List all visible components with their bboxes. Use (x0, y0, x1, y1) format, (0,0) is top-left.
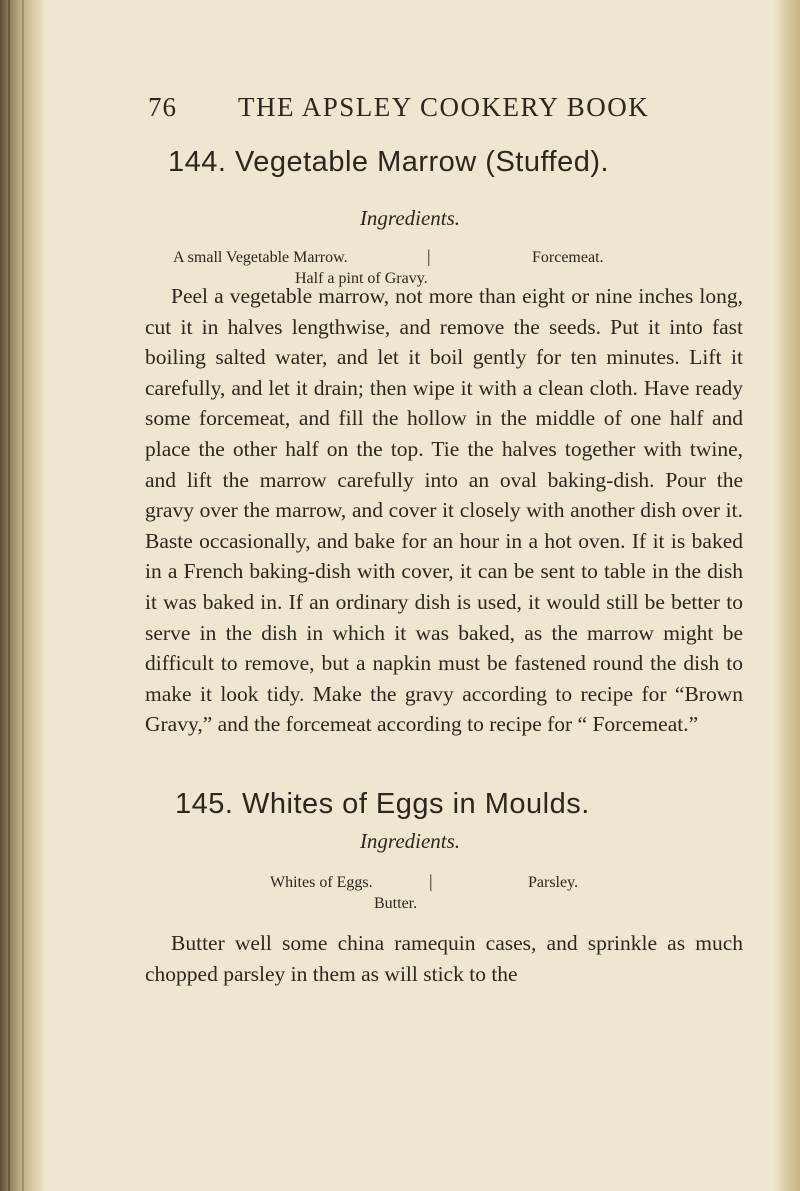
ingredient-item: Forcemeat. (532, 249, 604, 266)
recipe-method: Peel a vegetable marrow, not more than eight or nine inches long, cut it in halves lengthwise, and remove the seeds. Put it into fast boiling salted water, and let it boil gently for ten minutes. Lift it carefully, and let it drain; then wipe it with a clean cloth. Have ready some forcemeat, and fill the hollow in the middle of one half and place the other half on the top. Tie the halves together with twine, and lift the marrow carefully into an oval baking-dish. Pour the gravy over the marrow, and cover it closely with another dish over it. Baste occasionally, and bake for an hour in a hot oven. If it is baked in a French baking-dish with cover, it can be sent to table in the dish it was baked in. If an ordinary dish is used, it would still be better to serve in the dish in which it was baked, as the marrow might be difficult to remove, but a napkin must be fastened round the dish to make it look tidy. Make the gravy according to recipe for “Brown Gravy,” and the forcemeat according to recipe for “ Forcemeat.” (145, 284, 743, 737)
recipe-title: 144. Vegetable Marrow (Stuffed). (168, 146, 610, 178)
ingredient-item: Whites of Eggs. (270, 874, 373, 891)
ingredient-item: Butter. (374, 895, 418, 912)
running-head: THE APSLEY COOKERY BOOK (238, 92, 650, 122)
ingredient-divider: | (427, 246, 431, 266)
ingredient-item: A small Vegetable Marrow. (173, 249, 348, 266)
ingredient-divider: | (429, 871, 433, 891)
ingredients-heading: Ingredients. (359, 829, 461, 853)
spine-crease (22, 0, 24, 1191)
spine-crease (8, 0, 10, 1191)
ingredient-item: Half a pint of Gravy. (295, 270, 428, 287)
page-header (148, 92, 668, 123)
ingredient-item: Parsley. (528, 874, 579, 891)
recipe-title: 145. Whites of Eggs in Moulds. (175, 788, 590, 820)
page-edge-shadow (774, 0, 800, 1191)
page-number: 76 (148, 92, 177, 122)
ingredients-heading: Ingredients. (359, 206, 461, 230)
recipe-method: Butter well some china ramequin cases, and sprinkle as much chopped parsley in them as will stick to the (145, 931, 743, 986)
